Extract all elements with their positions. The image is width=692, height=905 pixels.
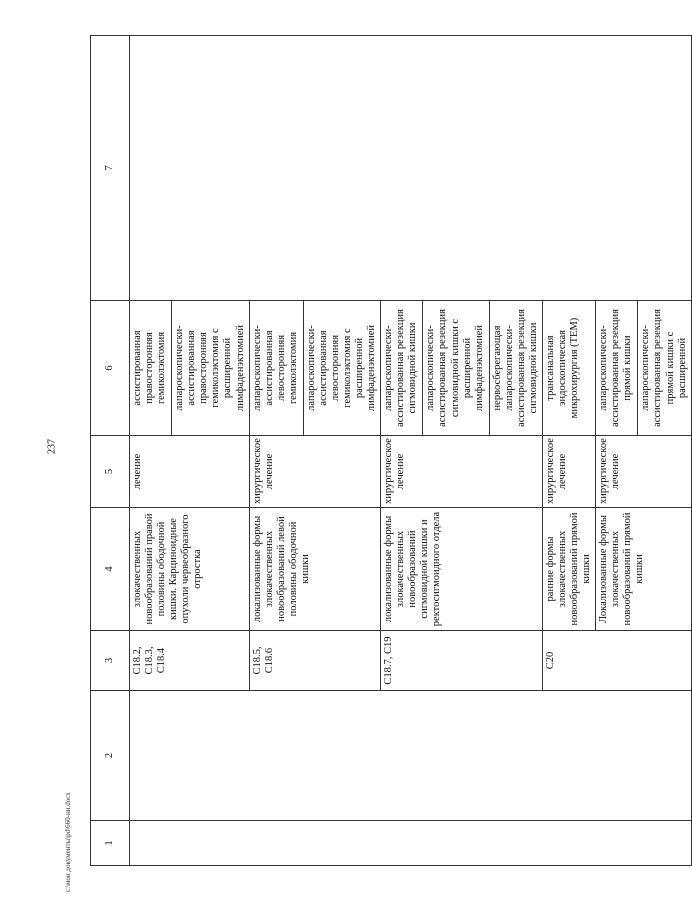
col7-cell [130, 36, 692, 301]
methods-cell: трансанальная эндоскопическая микрохирургия (TEM) [542, 301, 595, 436]
footer-file-path: c:\мои документы\pd\660-ни.docx [64, 792, 72, 892]
treatment-cell: хирургическое лечение [596, 436, 691, 508]
table-header-row [91, 36, 130, 866]
header-col-1: 1 [91, 821, 130, 866]
header-col-2: 2 [91, 691, 130, 821]
document-table-container [90, 36, 688, 866]
methods-cell [381, 301, 543, 436]
treatment-cell: хирургическое лечение [249, 436, 381, 508]
treatment-table [90, 35, 692, 866]
treatment-cell: хирургическое лечение [381, 436, 543, 508]
method-item: лапароскопически-ассистированная резекция сигмовидной кишки [383, 309, 419, 427]
col1-cell [130, 821, 692, 866]
method-item: лапароскопически-ассистированная резекция прямой кишки [598, 309, 634, 427]
disease-cell: злокачественных новообразований правой половины ободочной кишки. Карциноидные опухоли червеобразного отростка [130, 508, 250, 631]
methods-cell [249, 301, 381, 436]
method-item: лапароскопически-ассистированная правосторонняя гемиколэктомия с расширенной лимфаденэктомией [171, 301, 246, 435]
methods-cell [130, 301, 250, 436]
method-item: лапароскопически-ассистированная резекция прямой кишки с расширенной [637, 301, 688, 435]
header-col-5: 5 [91, 436, 130, 508]
header-col-4: 4 [91, 508, 130, 631]
method-item: лапароскопически-ассистированная резекция сигмовидной кишки с расширенной лимфаденэктомией [422, 301, 485, 435]
disease-cell: ранние формы злокачественных новообразований прямой кишки [542, 508, 595, 631]
methods-cell [596, 301, 691, 436]
treatment-cell: лечение [130, 436, 250, 508]
method-item: ассистированная правосторонняя гемиколэктомия [132, 330, 168, 406]
codes-cell: C18.2, C18.3, C18.4 [130, 631, 250, 691]
treatment-cell: хирургическое лечение [542, 436, 595, 508]
disease-cell: локализованные формы злокачественных новообразований левой половины ободочной кишки [249, 508, 381, 631]
header-col-3: 3 [91, 631, 130, 691]
header-col-6: 6 [91, 301, 130, 436]
method-item: лапароскопически-ассистированная левосторонняя гемиколэктомия [251, 325, 299, 411]
table-row [130, 36, 250, 866]
method-item: нервосберегающая лапароскопически-ассистированная резекция сигмовидной кишки [489, 301, 540, 435]
header-col-7: 7 [91, 36, 130, 301]
codes-cell: C18.5, C18.6 [249, 631, 381, 691]
disease-cell: Локализованные формы злокачественных новообразований прямой кишки [596, 508, 691, 631]
method-item: лапароскопически-ассистированная левосторонняя гемиколэктомия с расширенной лимфаденэктомией [303, 301, 378, 435]
codes-cell: C18.7, C19 [381, 631, 543, 691]
col2-cell [130, 691, 692, 821]
disease-cell: локализованные формы злокачественных новообразований сигмовидной кишки и ректосигмоидного отдела [381, 508, 543, 631]
page-number: 237 [46, 439, 58, 454]
codes-cell: C20 [542, 631, 691, 691]
